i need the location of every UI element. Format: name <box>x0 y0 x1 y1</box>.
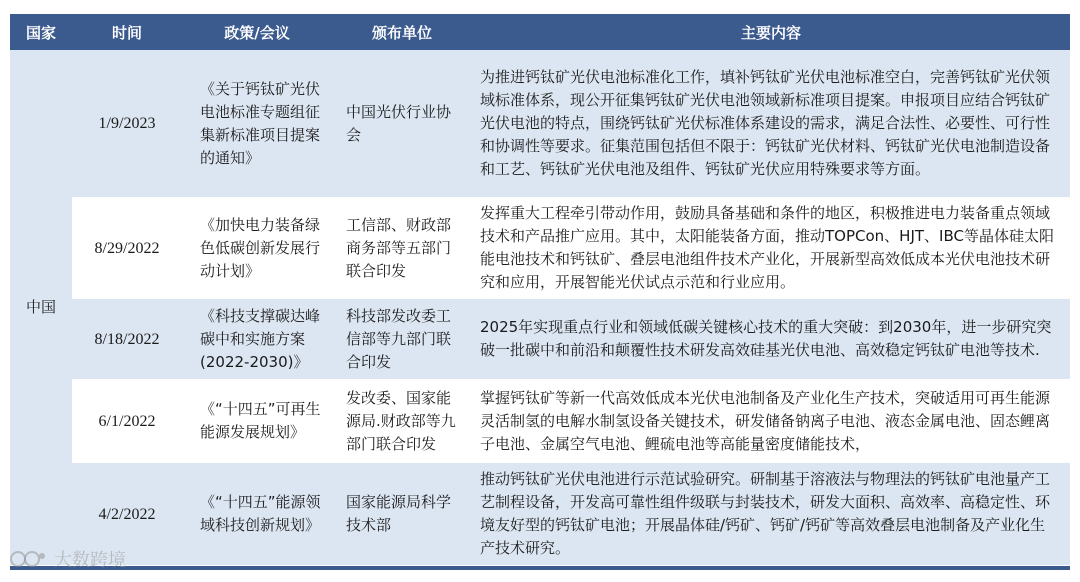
publisher-cell: 工信部、财政部商务部等五部门联合印发 <box>332 198 472 298</box>
table-row <box>10 198 1070 298</box>
content-cell: 推动钙钛矿光伏电池进行示范试验研究。研制基于溶液法与物理法的钙钛矿电池量产工艺制程设备，开发高可靠性组件级联与封装技术，研发大面积、高效率、高稳定性、环境友好型的钙钛矿电池；开展晶体硅/钙矿、钙矿/钙矿等高效叠层电池制备及产业化生产技术研究。 <box>472 462 1070 566</box>
date-cell: 8/29/2022 <box>72 198 182 298</box>
publisher-cell: 发改委、国家能源局.财政部等九部门联合印发 <box>332 380 472 462</box>
date-cell: 1/9/2023 <box>72 50 182 198</box>
watermark <box>8 546 126 572</box>
policy-cell: 《加快电力装备绿色低碳创新发展行动计划》 <box>182 198 332 298</box>
policy-table <box>10 14 1070 567</box>
table-row <box>10 380 1070 462</box>
policy-cell: 《关于钙钛矿光伏电池标准专题组征集新标准项目提案的通知》 <box>182 50 332 198</box>
table-row <box>10 298 1070 380</box>
header-content: 主要内容 <box>472 14 1070 50</box>
watermark-text: 大数跨境 <box>54 550 126 571</box>
content-cell: 掌握钙钛矿等新一代高效低成本光伏电池制备及产业化生产技术，突破适用可再生能源灵活制氢的电解水制氢设备关键技术，研发储备钠离子电池、液态金属电池、固态鲤离子电池、金属空气电池、鲤硫电池等高能量密度储能技术， <box>472 380 1070 462</box>
policy-cell: 《科技支撑碳达峰碳中和实施方案(2022-2030)》 <box>182 298 332 380</box>
policy-cell: 《“十四五”能源领域科技创新规划》 <box>182 462 332 566</box>
table-row <box>10 50 1070 198</box>
date-cell: 4/2/2022 <box>72 462 182 566</box>
content-cell: 2025年实现重点行业和领域低碳关键核心技术的重大突破：到2030年，进一步研究突破一批碳中和前沿和颠覆性技术研发高效硅基光伏电池、高效稳定钙钛矿电池等技术. <box>472 298 1070 380</box>
publisher-cell: 科技部发改委工信部等九部门联合印发 <box>332 298 472 380</box>
header-date: 时间 <box>72 14 182 50</box>
header-publisher: 颁布单位 <box>332 14 472 50</box>
policy-cell: 《“十四五”可再生能源发展规划》 <box>182 380 332 462</box>
header-row <box>10 14 1070 50</box>
publisher-cell: 国家能源局科学技术部 <box>332 462 472 566</box>
content-cell: 为推进钙钛矿光伏电池标准化工作，填补钙钛矿光伏电池标准空白，完善钙钛矿光伏领域标准体系，现公开征集钙钛矿光伏电池领域新标准项目提案。申报项目应结合钙钛矿光伏电池的特点，围绕钙钛矿光伏标准体系建设的需求，满足合法性、必要性、可行性和协调性等要求。征集范围包括但不限于：钙钛矿光伏材料、钙钛矿光伏电池制造设备和工艺、钙钛矿光伏电池及组件、钙钛矿光伏应用特殊要求等方面。 <box>472 50 1070 198</box>
table-bottom-border <box>10 566 1070 570</box>
date-cell: 6/1/2022 <box>72 380 182 462</box>
country-cell: 中国 <box>10 50 72 566</box>
header-policy: 政策/会议 <box>182 14 332 50</box>
watermark-logo-icon <box>8 548 48 570</box>
header-country: 国家 <box>10 14 72 50</box>
content-cell: 发挥重大工程牵引带动作用，鼓励具备基础和条件的地区，积极推进电力装备重点领域技术和产品推广应用。其中，太阳能装备方面，推动TOPCon、HJT、IBC等晶体硅太阳能电池技术和钙钛矿、叠层电池组件技术产业化，开展新型高效低成本光伏电池技术研究和应用，开展智能光伏试点示范和行业应用。 <box>472 198 1070 298</box>
publisher-cell: 中国光伏行业协会 <box>332 50 472 198</box>
table-row <box>10 462 1070 566</box>
date-cell: 8/18/2022 <box>72 298 182 380</box>
